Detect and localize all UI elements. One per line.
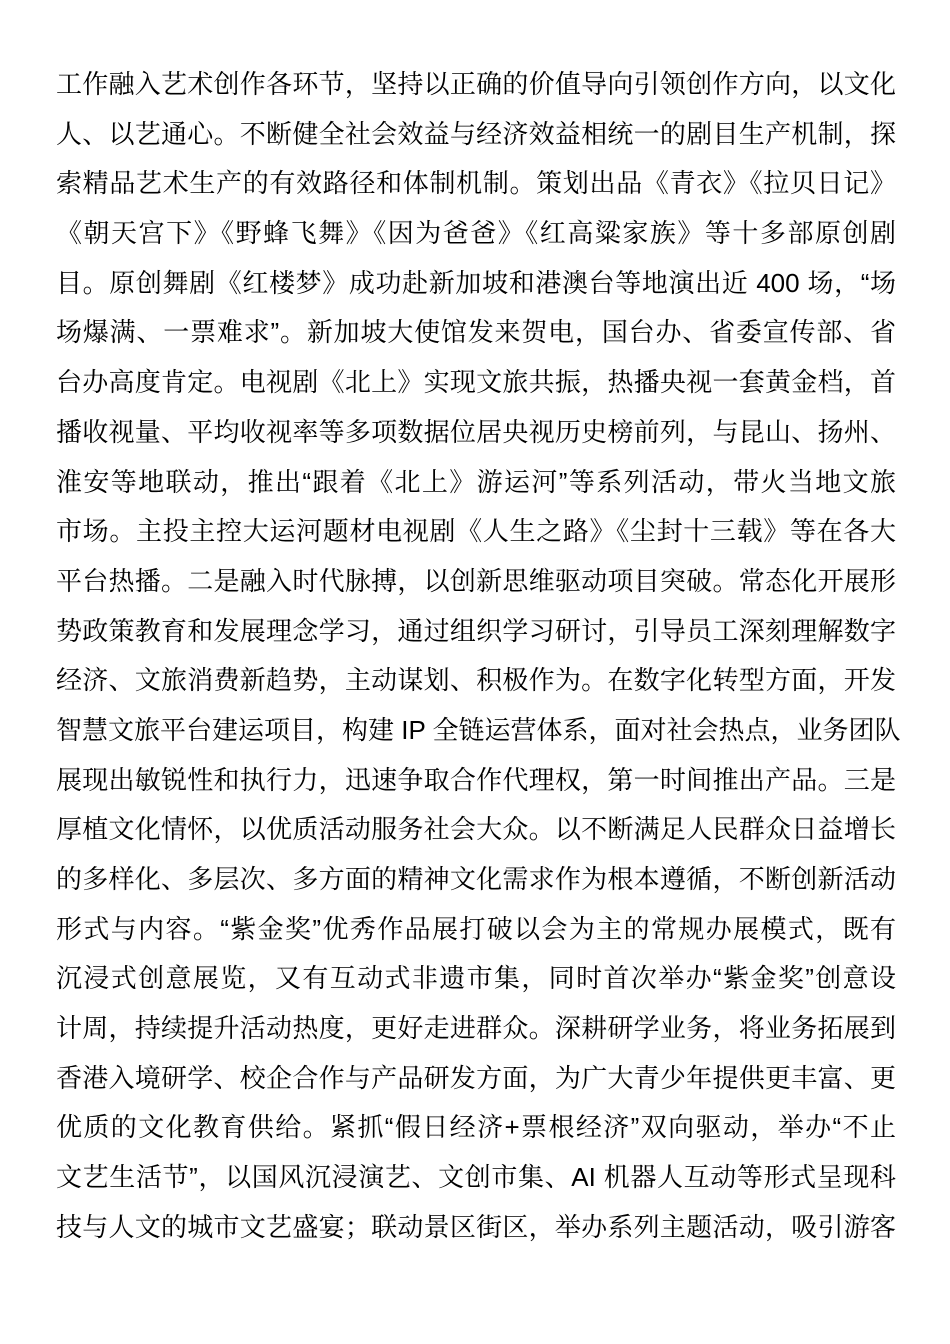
text-line: 展现出敏锐性和执行力，迅速争取合作代理权，第一时间推出产品。三是	[56, 764, 896, 795]
text-line: 势政策教育和发展理念学习，通过组织学习研讨，引导员工深刻理解数字	[56, 615, 896, 646]
text-line: 计周，持续提升活动热度，更好走进群众。深耕研学业务，将业务拓展到	[56, 1013, 896, 1044]
text-line: 淮安等地联动，推出“跟着《北上》游运河”等系列活动，带火当地文旅	[56, 466, 896, 497]
text-line: 文艺生活节”，以国风沉浸演艺、文创市集、AI 机器人互动等形式呈现科	[56, 1162, 896, 1193]
text-line: 优质的文化教育供给。紧抓“假日经济+票根经济”双向驱动，举办“不止	[56, 1112, 896, 1143]
text-line: 形式与内容。“紫金奖”优秀作品展打破以会为主的常规办展模式，既有	[56, 913, 896, 944]
text-line: 目。原创舞剧《红楼梦》成功赴新加坡和港澳台等地演出近 400 场，“场	[56, 267, 896, 298]
text-line: 经济、文旅消费新趋势，主动谋划、积极作为。在数字化转型方面，开发	[56, 665, 896, 696]
text-line: 的多样化、多层次、多方面的精神文化需求作为根本遵循，不断创新活动	[56, 864, 896, 894]
text-line: 厚植文化情怀，以优质活动服务社会大众。以不断满足人民群众日益增长	[56, 814, 896, 845]
text-line: 智慧文旅平台建运项目，构建 IP 全链运营体系，面对社会热点，业务团队	[56, 714, 901, 745]
text-line: 台办高度肯定。电视剧《北上》实现文旅共振，热播央视一套黄金档，首	[56, 367, 896, 398]
text-line: 工作融入艺术创作各环节，坚持以正确的价值导向引领创作方向，以文化	[56, 69, 896, 99]
text-line: 人、以艺通心。不断健全社会效益与经济效益相统一的剧目生产机制，探	[56, 118, 896, 149]
text-line: 场爆满、一票难求”。新加坡大使馆发来贺电，国台办、省委宣传部、省	[56, 317, 896, 348]
text-line: 平台热播。二是融入时代脉搏，以创新思维驱动项目突破。常态化开展形	[56, 565, 896, 596]
text-line: 市场。主投主控大运河题材电视剧《人生之路》《尘封十三载》等在各大	[56, 516, 896, 547]
text-line: 香港入境研学、校企合作与产品研发方面，为广大青少年提供更丰富、更	[56, 1062, 896, 1093]
text-line: 索精品艺术生产的有效路径和体制机制。策划出品《青衣》《拉贝日记》	[56, 168, 896, 199]
text-line: 沉浸式创意展览，又有互动式非遗市集，同时首次举办“紫金奖”创意设	[56, 963, 896, 994]
text-line: 《朝天宫下》《野蜂飞舞》《因为爸爸》《红高粱家族》等十多部原创剧	[56, 218, 896, 249]
text-line: 播收视量、平均收视率等多项数据位居央视历史榜前列，与昆山、扬州、	[56, 416, 896, 447]
text-line: 技与人文的城市文艺盛宴；联动景区街区，举办系列主题活动，吸引游客	[56, 1211, 896, 1242]
paragraph-text-block	[56, 60, 901, 1253]
